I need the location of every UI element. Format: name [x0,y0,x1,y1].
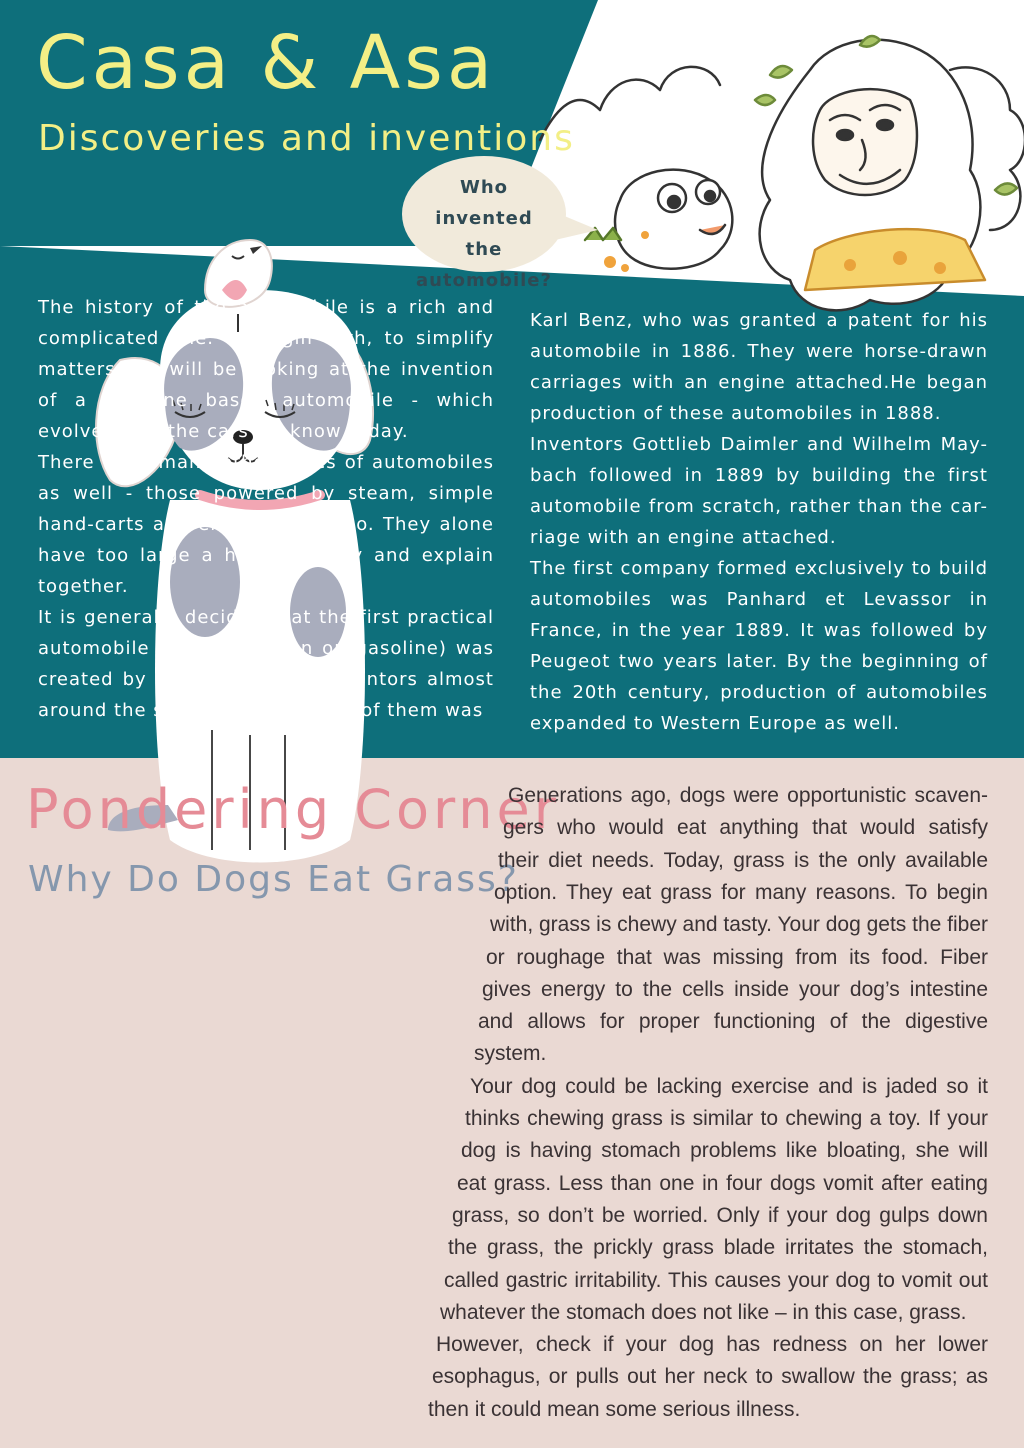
speech-bubble-text: Who invented the automobile? [416,177,552,291]
text-line: with, grass is chewy and tasty. Your dog gets the fiber [490,913,988,937]
text-line: called gastric irritability. This causes your dog to vomit out [444,1268,988,1292]
pondering-corner-title: Pondering Corner [26,778,560,841]
caveman-illustration [540,36,1024,310]
text-line: and allows for proper functioning of the digestive [478,1010,988,1034]
text-line: then it could mean some serious illness. [428,1397,801,1421]
paragraph: There were many other types of automobiles as well - those powered by steam, simple hand-carts and electric ones too. They alone have too large a history to try and explain together. [38,452,494,597]
baby-dinosaur-illustration [585,170,732,272]
text-line: esophagus, or pulls out her neck to swallow the grass; as [432,1365,988,1389]
article-column-1 [38,292,494,726]
text-line: whatever the stomach does not like – in this case, grass. [440,1300,967,1324]
text-line: thinks chewing grass is similar to chewing a toy. If your [465,1107,988,1130]
text-line: their diet needs. Today, grass is the only available [498,848,988,872]
text-line: or roughage that was missing from its food. Fiber [486,945,988,969]
paragraph: The first company formed exclusively to build automobiles was Panhard et Levassor in France, in the year 1889. It was followed by Peugeot two years later. By the beginning of the 20th century, production of automobiles expanded to Western Europe as well. [530,558,988,734]
pondering-corner-subtitle: Why Do Dogs Eat Grass? [28,859,519,900]
magazine-subtitle: Discoveries and inventions [38,118,575,159]
text-line: gers who would eat anything that would satisfy [503,816,988,840]
text-line: the grass, the prickly grass blade irritates the stomach, [448,1236,988,1260]
text-line: grass, so don’t be worried. Only if your dog gulps down [452,1203,988,1227]
text-line: Your dog could be lacking exercise and is jaded so it [470,1074,988,1098]
magazine-title: Casa & Asa [36,20,497,106]
paragraph: It is generally decided that the first practical automobile (which was run on gasoline) was created by several German inventors almost around the same time. The first of them was [38,607,494,721]
text-line: Generations ago, dogs were opportunistic scaven- [508,784,988,807]
text-line: option. They eat grass for many reasons. To begin [494,880,988,904]
text-line: However, check if your dog has redness on her lower [436,1333,988,1357]
text-line: system. [474,1042,547,1066]
paragraph: Karl Benz, who was granted a patent for his automobile in 1886. They were horse-drawn carriages with an engine attached.He began production of these automobiles in 1888. [530,310,988,424]
article-column-2 [530,305,988,739]
text-line: eat grass. Less than one in four dogs vomit after eating [457,1171,988,1195]
text-line: gives energy to the cells inside your dog’s intestine [482,977,988,1001]
paragraph: Inventors Gottlieb Daimler and Wilhelm May-bach followed in 1889 by building the first automobile from scratch, rather than the car-riage with an engine attached. [530,434,988,548]
text-line: dog is having stomach problems like bloating, she will [461,1139,988,1163]
paragraph: The history of the automobile is a rich and complicated one. To begin with, to simplify matters, we will be looking at the invention of a gasoline based automobile - which evolved into the cars we know today. [38,297,494,442]
